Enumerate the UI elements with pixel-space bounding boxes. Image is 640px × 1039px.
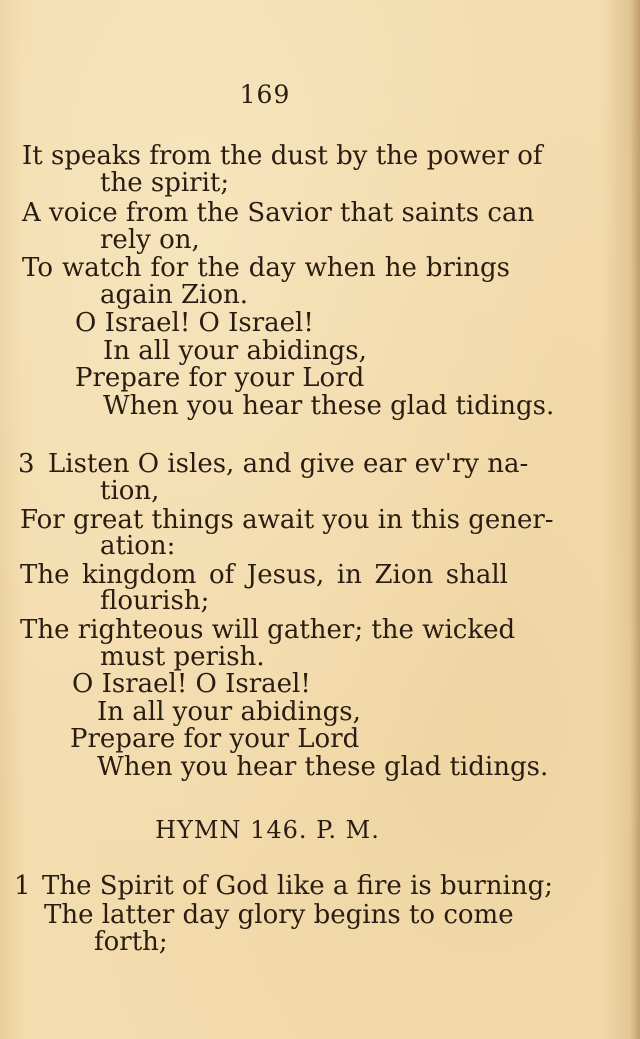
page-number: 169	[239, 80, 291, 109]
stanza-number: 1	[14, 871, 31, 901]
verse-line: ation:	[100, 531, 176, 561]
chorus-line: In all your abidings,	[103, 336, 367, 366]
verse-line: The latter day glory begins to come	[44, 900, 514, 930]
verse-line: It speaks from the dust by the power of	[22, 141, 543, 171]
verse-line: must perish.	[100, 642, 265, 672]
chorus-line: Prepare for your Lord	[75, 363, 365, 393]
verse-line: forth;	[94, 927, 168, 957]
verse-line: flourish;	[100, 586, 210, 616]
verse-line: To watch for the day when he brings	[22, 253, 510, 283]
verse-line: Listen O isles, and give ear ev'ry na-	[48, 449, 529, 479]
chorus-line: When you hear these glad tidings.	[103, 391, 555, 421]
verse-line: rely on,	[100, 225, 200, 255]
verse-line: The kingdom of Jesus, in Zion shall	[20, 560, 508, 590]
hymn-heading: HYMN 146. P. M.	[155, 816, 380, 844]
chorus-line: Prepare for your Lord	[70, 724, 360, 754]
chorus-line: O Israel! O Israel!	[75, 308, 314, 338]
stanza-number: 3	[18, 449, 35, 479]
verse-line: The Spirit of God like a fire is burning;	[42, 871, 554, 901]
verse-line: A voice from the Savior that saints can	[22, 198, 535, 228]
verse-line: The righteous will gather; the wicked	[20, 615, 516, 645]
verse-line: the spirit;	[100, 168, 230, 198]
page-edge	[630, 0, 640, 1039]
verse-line: tion,	[100, 476, 160, 506]
verse-line: For great things await you in this gener-	[20, 505, 554, 535]
verse-line: again Zion.	[100, 280, 249, 310]
chorus-line: O Israel! O Israel!	[72, 669, 311, 699]
chorus-line: When you hear these glad tidings.	[97, 752, 549, 782]
chorus-line: In all your abidings,	[97, 697, 361, 727]
